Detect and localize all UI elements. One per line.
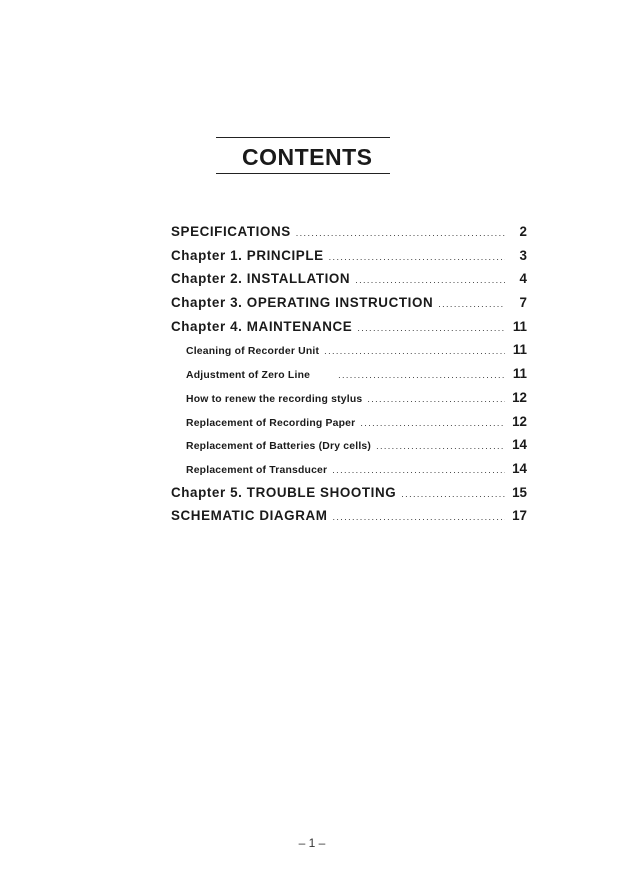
toc-leader-dots (376, 441, 505, 451)
page-number: – 1 – (298, 836, 326, 850)
toc-entry-page: 12 (512, 413, 527, 429)
toc-leader-dots (296, 228, 505, 238)
toc-entry-page: 11 (512, 318, 527, 334)
toc-leader-dots (401, 489, 505, 499)
title-rule-bottom (216, 173, 390, 174)
toc-entry-specifications (171, 224, 527, 248)
toc-entry-page: 17 (512, 508, 527, 524)
toc-entry-page: 11 (512, 366, 527, 382)
toc-entry-title: Cleaning of Recorder Unit (186, 346, 320, 358)
toc-entry-title: SPECIFICATIONS (171, 224, 291, 239)
toc-entry-chapter-2 (171, 271, 527, 295)
toc-entry-chapter-1 (171, 248, 527, 272)
toc-entry-title: Replacement of Batteries (Dry cells) (186, 441, 372, 453)
table-of-contents (171, 224, 527, 532)
toc-entry-title: Adjustment of Zero Line (186, 370, 311, 382)
toc-entry-title: Chapter 4. MAINTENANCE (171, 318, 353, 334)
toc-entry-page: 2 (519, 224, 527, 239)
toc-leader-dots (324, 346, 505, 356)
toc-leader-dots (329, 252, 505, 262)
toc-subentry-zero-line (171, 366, 527, 390)
toc-leader-dots (332, 465, 505, 475)
page-title: CONTENTS (242, 144, 373, 170)
toc-leader-dots (367, 394, 505, 404)
toc-entry-chapter-4 (171, 319, 527, 343)
toc-entry-title: Replacement of Recording Paper (186, 417, 356, 429)
toc-leader-dots (360, 418, 505, 428)
toc-subentry-batteries (171, 437, 527, 461)
title-block (216, 137, 390, 177)
toc-leader-dots (357, 323, 505, 333)
toc-entry-page: 3 (519, 247, 527, 263)
toc-entry-title: Chapter 5. TROUBLE SHOOTING (171, 484, 397, 500)
toc-subentry-transducer (171, 461, 527, 485)
toc-entry-page: 4 (519, 271, 527, 287)
toc-subentry-cleaning (171, 342, 527, 366)
toc-entry-title: Chapter 2. INSTALLATION (171, 271, 351, 287)
toc-entry-schematic (171, 508, 527, 532)
toc-entry-title: Chapter 1. PRINCIPLE (171, 247, 324, 263)
toc-entry-page: 14 (512, 437, 527, 453)
title-rule-top (216, 137, 390, 138)
toc-leader-dots (333, 512, 506, 522)
toc-subentry-recording-paper (171, 414, 527, 438)
toc-subentry-stylus (171, 390, 527, 414)
toc-leader-dots (338, 370, 505, 380)
toc-leader-dots (355, 275, 505, 285)
toc-entry-page: 12 (512, 389, 527, 405)
toc-entry-page: 14 (512, 460, 527, 476)
toc-entry-title: Chapter 3. OPERATING INSTRUCTION (171, 295, 434, 311)
toc-leader-dots (438, 299, 505, 309)
toc-entry-chapter-3 (171, 295, 527, 319)
toc-entry-title: SCHEMATIC DIAGRAM (171, 508, 328, 524)
toc-entry-title: How to renew the recording stylus (186, 393, 363, 405)
toc-entry-chapter-5 (171, 485, 527, 509)
toc-entry-page: 15 (512, 484, 527, 500)
toc-entry-page: 7 (519, 295, 527, 311)
toc-entry-page: 11 (512, 342, 527, 358)
toc-entry-title: Replacement of Transducer (186, 464, 328, 476)
